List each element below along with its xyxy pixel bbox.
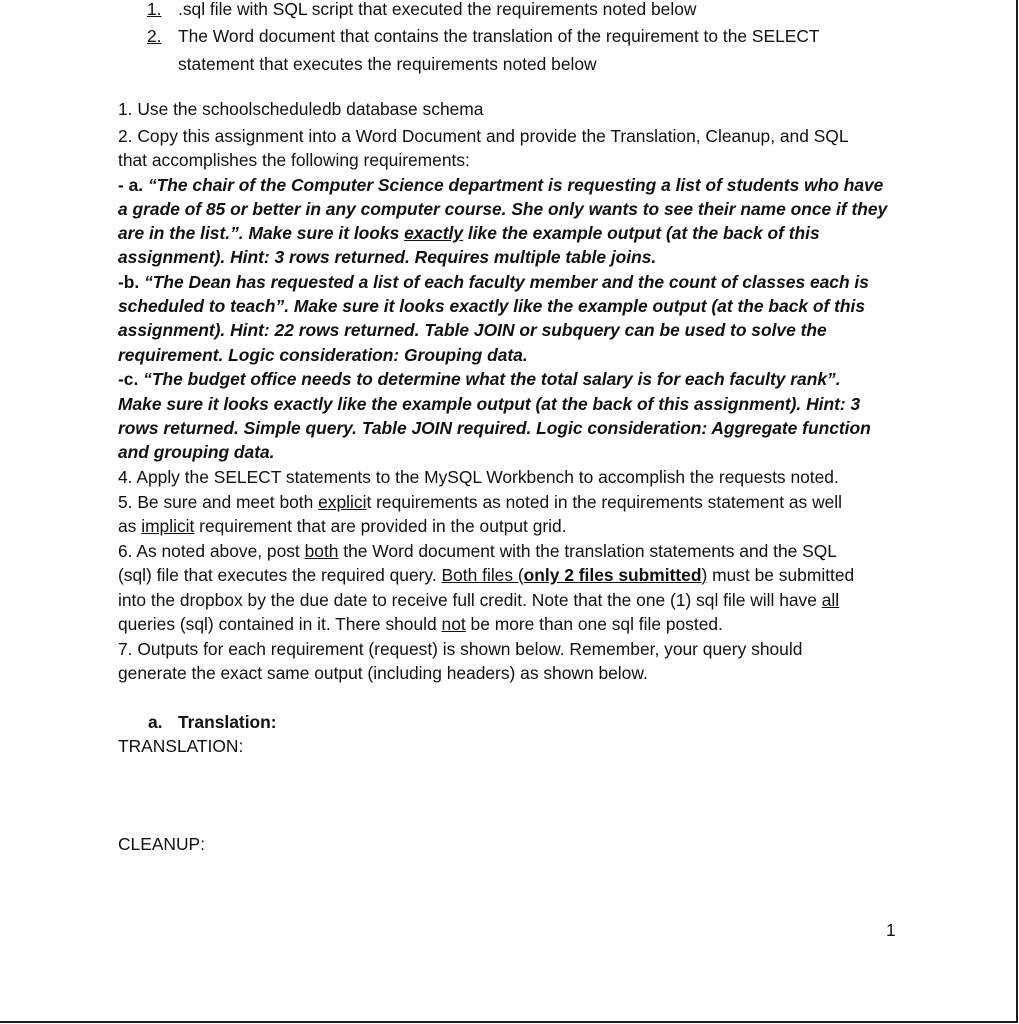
deliverable-text: .sql file with SQL script that executed the requirements noted below: [178, 0, 697, 19]
requirement-b-prefix: -b.: [118, 272, 145, 292]
emphasis-exactly: exactly: [404, 223, 464, 243]
requirement-c-text: rows returned. Simple query. Table JOIN required. Logic consideration: Aggregate function: [118, 418, 871, 438]
emphasis-not: not: [441, 614, 466, 634]
section-a-number: a.: [148, 712, 163, 732]
step-2-line: 2. Copy this assignment into a Word Document and provide the Translation, Cleanup, and SQL: [118, 126, 849, 146]
requirement-a-line: [118, 221, 820, 245]
requirement-c-line: [118, 367, 841, 391]
deliverable-number: 2.: [147, 26, 162, 46]
step-7-line: generate the exact same output (including headers) as shown below.: [118, 663, 648, 683]
page-number: 1: [886, 920, 896, 940]
step-5-text: 5. Be sure and meet both: [118, 492, 319, 512]
requirement-a-text: are in the list.”. Make sure it looks: [118, 223, 405, 243]
deliverable-text: statement that executes the requirements noted below: [178, 54, 597, 74]
emphasis-explicit: explici: [318, 492, 367, 512]
step-6-text: the Word document with the translation statements and the SQL: [338, 541, 837, 561]
step-5-text: as: [118, 516, 142, 536]
requirement-c-text: Make sure it looks exactly like the example output (at the back of this assignment). Hint: 3: [118, 394, 861, 414]
step-5-text: t requirements as noted in the requirements statement as well: [366, 492, 843, 512]
step-7-line: 7. Outputs for each requirement (request) is shown below. Remember, your query should: [118, 639, 803, 659]
requirement-a-text: a grade of 85 or better in any computer course. She only wants to see their name once if they: [118, 199, 888, 219]
requirement-c-text: “The budget office needs to determine what the total salary is for each faculty rank”.: [143, 369, 841, 389]
translation-label: TRANSLATION:: [118, 736, 244, 756]
emphasis-both-files: Both files (: [441, 565, 524, 585]
requirement-b-text: assignment). Hint: 22 rows returned. Table JOIN or subquery can be used to solve the: [118, 320, 827, 340]
requirement-a-prefix: - a.: [118, 175, 148, 195]
step-5-line: [118, 514, 567, 538]
emphasis-paren: ): [701, 565, 708, 585]
step-6-text: be more than one sql file posted.: [465, 614, 723, 634]
cleanup-label: CLEANUP:: [118, 834, 205, 854]
step-4: 4. Apply the SELECT statements to the MySQL Workbench to accomplish the requests noted.: [118, 467, 839, 487]
step-6-text: (sql) file that executes the required query.: [118, 565, 442, 585]
emphasis-only-2-files: only 2 files submitted: [523, 565, 702, 585]
step-6-text: 6. As noted above, post: [118, 541, 305, 561]
requirement-b-line: [118, 270, 869, 294]
step-6-line: [118, 563, 854, 587]
step-1: 1. Use the schoolscheduledb database schema: [118, 99, 484, 119]
requirement-c-prefix: -c.: [118, 369, 144, 389]
step-2-line: that accomplishes the following requirements:: [118, 150, 470, 170]
step-6-text: queries (sql) contained in it. There should: [118, 614, 442, 634]
step-6-text: into the dropbox by the due date to receive full credit. Note that the one (1) sql file will have: [118, 590, 822, 610]
requirement-a-text: assignment). Hint: 3 rows returned. Requires multiple table joins.: [118, 247, 657, 267]
step-6-line: [118, 539, 837, 563]
step-5-text: requirement that are provided in the output grid.: [194, 516, 567, 536]
step-6-line: [118, 612, 723, 636]
step-6-line: [118, 588, 839, 612]
deliverable-number: 1.: [147, 0, 162, 19]
requirement-a-text: like the example output (at the back of this: [463, 223, 820, 243]
requirement-c-text: and grouping data.: [118, 442, 275, 462]
emphasis-all: all: [821, 590, 840, 610]
requirement-a-line: [118, 173, 883, 197]
step-5-line: [118, 490, 842, 514]
deliverable-text: The Word document that contains the translation of the requirement to the SELECT: [178, 26, 820, 46]
requirement-b-text: “The Dean has requested a list of each faculty member and the count of classes each is: [144, 272, 869, 292]
emphasis-implicit: implicit: [141, 516, 195, 536]
requirement-a-text: “The chair of the Computer Science department is requesting a list of students who have: [147, 175, 884, 195]
section-a-heading: Translation:: [178, 712, 277, 732]
step-6-text: must be submitted: [707, 565, 855, 585]
requirement-b-text: requirement. Logic consideration: Grouping data.: [118, 345, 528, 365]
requirement-b-text: scheduled to teach”. Make sure it looks exactly like the example output (at the back of this: [118, 296, 866, 316]
emphasis-both: both: [304, 541, 339, 561]
